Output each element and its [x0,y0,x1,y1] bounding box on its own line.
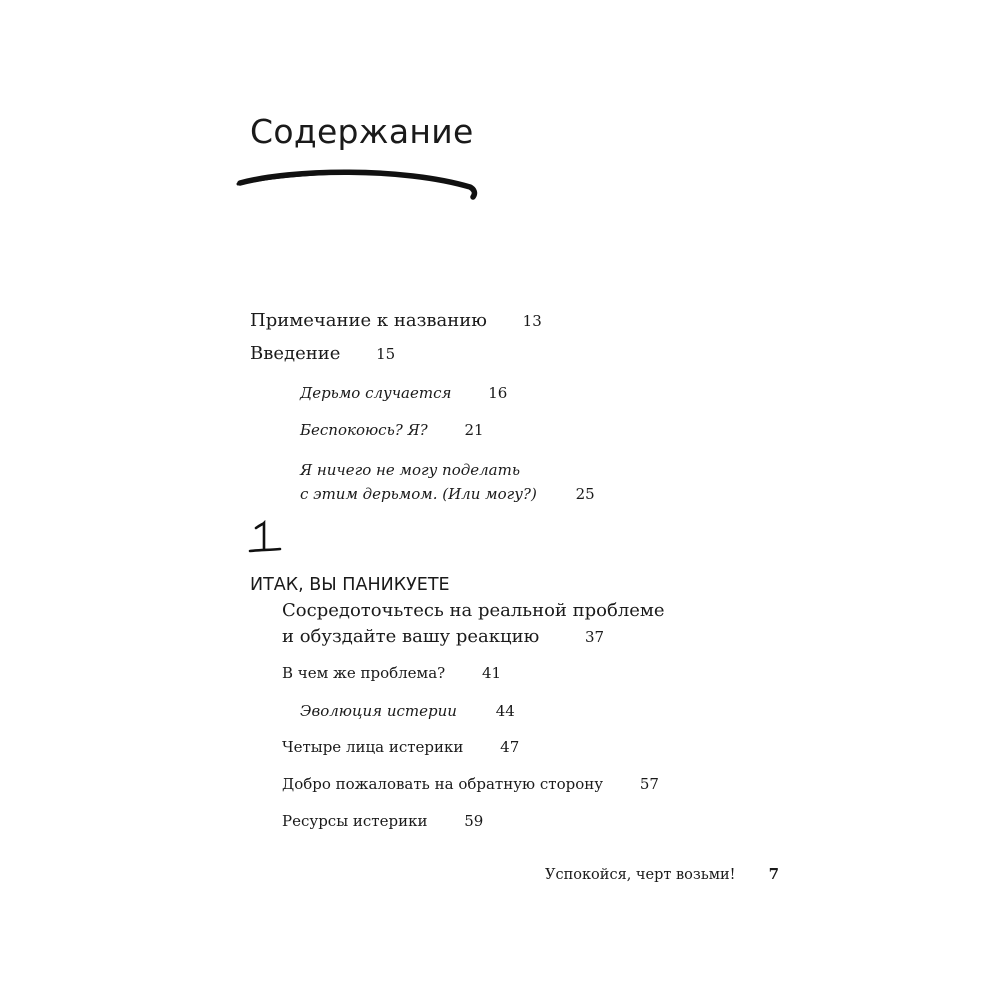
toc-entry-page: 16 [488,384,508,402]
toc-entry-label: Ресурсы истерики [282,812,428,830]
footer-book-title: Успокойся, черт возьми! [545,867,736,883]
toc-entry-page: 59 [464,812,484,830]
page-title: Содержание [250,112,474,151]
toc-subsection-evolution[interactable] [300,702,515,720]
toc-entry-page: 44 [495,702,515,720]
footer-page-number: 7 [768,865,780,883]
toc-entry-label: Введение [250,343,341,364]
running-footer [545,864,779,883]
toc-subentry-cant-do-anything[interactable] [300,458,595,506]
toc-entry-page: 13 [522,312,542,330]
toc-entry-title-note[interactable] [250,310,542,331]
chapter-label-line1: Сосредоточьтесь на реальной проблеме [282,600,665,621]
toc-subentry-worried-me[interactable] [300,421,484,439]
toc-entry-page: 25 [575,485,595,503]
toc-section-four-faces[interactable] [282,738,519,756]
title-underline-brushstroke [232,165,482,210]
toc-entry-page: 57 [639,775,659,793]
toc-entry-label: Эволюция истерии [300,702,457,720]
toc-section-resources[interactable] [282,812,483,830]
toc-entry-label: В чем же проблема? [282,664,446,682]
toc-entry-label: Добро пожаловать на обратную сторону [282,775,604,793]
part-title[interactable]: ИТАК, ВЫ ПАНИКУЕТЕ [250,575,450,595]
toc-entry-page: 15 [376,345,396,363]
toc-section-welcome[interactable] [282,775,659,793]
toc-entry-page: 37 [585,628,605,646]
toc-section-what-problem[interactable] [282,664,501,682]
part-number-text: 1 [288,562,289,563]
toc-entry-page: 47 [500,738,520,756]
toc-entry-label-line2: с этим дерьмом. (Или могу?) [300,485,537,503]
toc-entry-label: Четыре лица истерики [282,738,464,756]
toc-entry-label-line1: Я ничего не могу поделать [300,461,521,479]
chapter-label-line2: и обуздайте вашу реакцию [282,626,540,647]
toc-entry-page: 41 [481,664,502,682]
toc-entry-label: Дерьмо случается [300,384,452,402]
toc-entry-label: Примечание к названию [250,310,487,331]
part-number-mark [248,522,289,563]
toc-entry-page: 21 [464,421,484,439]
toc-entry-introduction[interactable] [250,343,395,364]
toc-chapter-focus[interactable] [282,598,665,650]
toc-entry-label: Беспокоюсь? Я? [300,421,428,439]
toc-subentry-shit-happens[interactable] [300,384,507,402]
